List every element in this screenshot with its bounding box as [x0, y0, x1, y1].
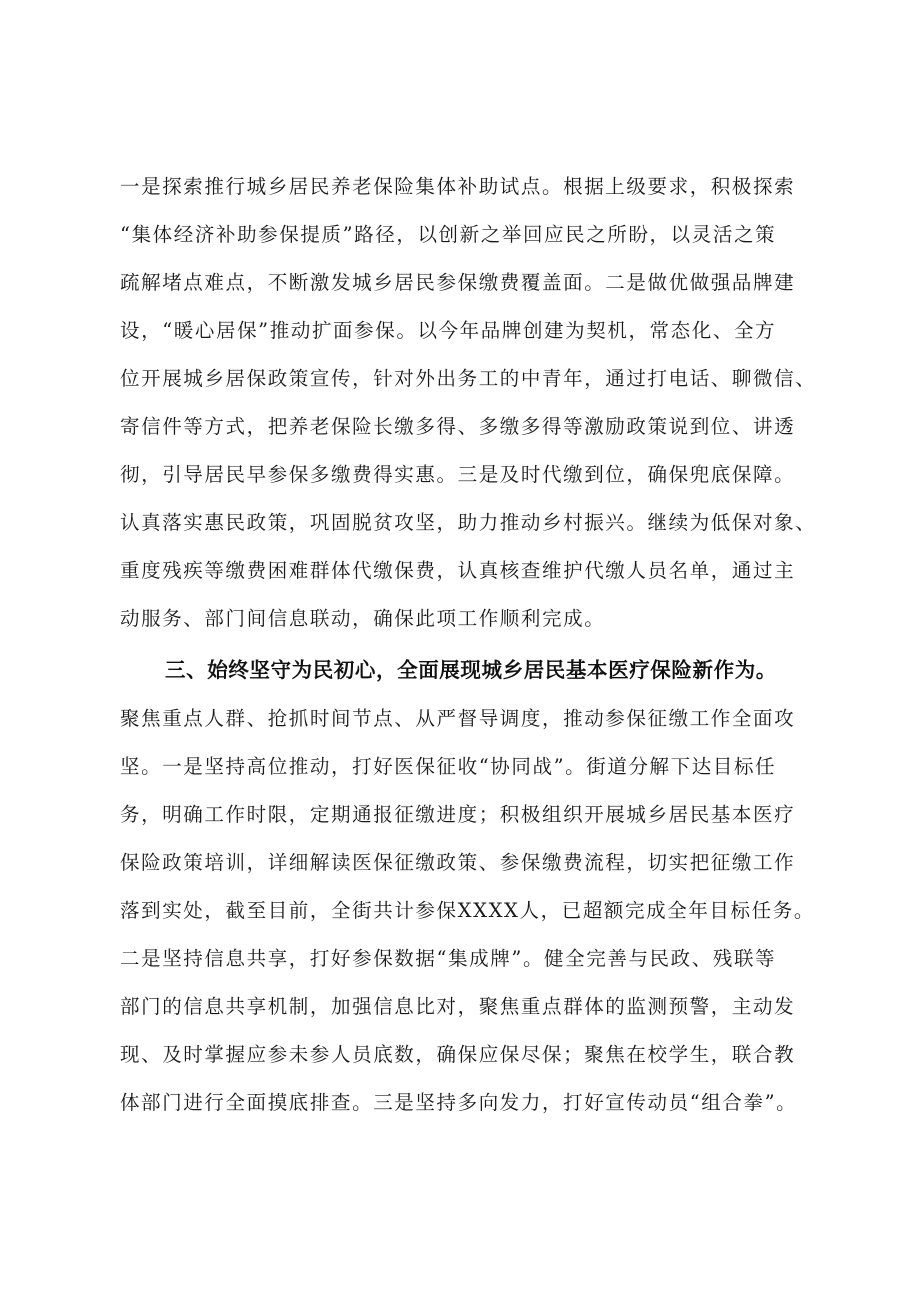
text-line: 一是探索推行城乡居民养老保险集体补助试点。根据上级要求，积极探索 [120, 175, 796, 198]
text-line: 二是坚持信息共享，打好参保数据“集成牌”。健全完善与民政、残联等 [120, 947, 777, 970]
text-line: 部门的信息共享机制，加强信息比对，聚焦重点群体的监测预警，主动发 [120, 995, 796, 1018]
text-line: “集体经济补助参保提质”路径，以创新之举回应民之所盼，以灵活之策 [120, 223, 777, 246]
text-line: 动服务、部门间信息联动，确保此项工作顺利完成。 [120, 607, 606, 630]
text-line: 落到实处，截至目前，全街共计参保XXXX人，已超额完成全年目标任务。 [120, 899, 815, 922]
text-line: 聚焦重点人群、抢抓时间节点、从严督导调度，推动参保征缴工作全面攻 [120, 707, 796, 730]
text-line: 设，“暖心居保”推动扩面参保。以今年品牌创建为契机，常态化、全方 [120, 319, 777, 342]
text-line: 寄信件等方式，把养老保险长缴多得、多缴多得等激励政策说到位、讲透 [120, 415, 796, 438]
text-line: 体部门进行全面摸底排查。三是坚持多向发力，打好宣传动员“组合拳”。 [120, 1091, 798, 1114]
text-line: 认真落实惠民政策，巩固脱贫攻坚，助力推动乡村振兴。继续为低保对象、 [120, 511, 817, 534]
text-line: 彻，引导居民早参保多缴费得实惠。三是及时代缴到位，确保兜底保障。 [120, 463, 796, 486]
section-heading: 三、始终坚守为民初心，全面展现城乡居民基本医疗保险新作为。 [165, 658, 777, 682]
text-line: 现、及时掌握应参未参人员底数，确保应保尽保；聚焦在校学生，联合教 [120, 1043, 796, 1066]
text-line: 位开展城乡居保政策宣传，针对外出务工的中青年，通过打电话、聊微信、 [120, 367, 817, 390]
text-line: 保险政策培训，详细解读医保征缴政策、参保缴费流程，切实把征缴工作 [120, 851, 796, 874]
text-line: 坚。一是坚持高位推动，打好医保征收“协同战”。街道分解下达目标任 [120, 755, 777, 778]
text-line: 务，明确工作时限，定期通报征缴进度；积极组织开展城乡居民基本医疗 [120, 803, 796, 826]
text-line: 疏解堵点难点，不断激发城乡居民参保缴费覆盖面。二是做优做强品牌建 [120, 271, 796, 294]
text-line: 重度残疾等缴费困难群体代缴保费，认真核查维护代缴人员名单，通过主 [120, 559, 796, 582]
